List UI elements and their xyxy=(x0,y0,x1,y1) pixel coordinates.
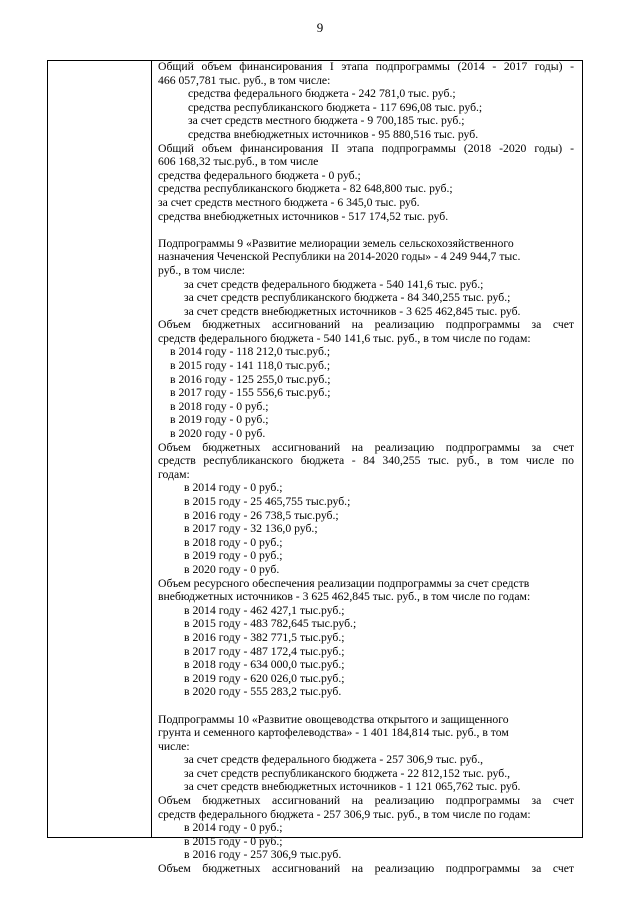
text-line: в 2015 году - 141 118,0 тыс.руб.; xyxy=(170,359,331,373)
text-line: в 2017 году - 32 136,0 руб.; xyxy=(184,522,318,536)
page-number: 9 xyxy=(316,20,324,35)
text-line: Объем бюджетных ассигнований на реализацию подпрограммы за счет xyxy=(158,318,574,332)
text-line: в 2015 году - 483 782,645 тыс.руб.; xyxy=(184,617,357,631)
text-line: средств республиканского бюджета - 84 340,255 тыс. руб., в том числе по xyxy=(158,454,574,468)
text-line: в 2014 году - 0 руб.; xyxy=(184,821,283,835)
text-line: в 2016 году - 125 255,0 тыс.руб.; xyxy=(170,372,331,386)
text-line: за счет средств местного бюджета - 6 345,0 тыс. руб. xyxy=(158,195,420,209)
paragraph-gap xyxy=(158,223,574,237)
text-line: средства федерального бюджета - 242 781,0 тыс. руб.; xyxy=(188,87,456,101)
text-line: в 2016 году - 382 771,5 тыс.руб.; xyxy=(184,630,345,644)
text-line: в 2017 году - 487 172,4 тыс.руб.; xyxy=(184,644,345,658)
text-line: в 2018 году - 634 000,0 тыс.руб.; xyxy=(184,658,345,672)
text-line: Объем бюджетных ассигнований на реализацию подпрограммы за счет xyxy=(158,794,574,808)
text-line: 466 057,781 тыс. руб., в том числе: xyxy=(158,73,331,87)
text-line: за счет средств республиканского бюджета - 84 340,255 тыс. руб.; xyxy=(184,291,511,305)
text-line: руб., в том числе: xyxy=(158,263,246,277)
text-line: назначения Чеченской Республики на 2014-2020 годы» - 4 249 944,7 тыс. xyxy=(158,250,521,264)
text-line: за счет средств федерального бюджета - 540 141,6 тыс. руб.; xyxy=(184,277,484,291)
paragraph-gap xyxy=(158,699,574,713)
text-line: внебюджетных источников - 3 625 462,845 тыс. руб., в том числе по годам: xyxy=(158,590,531,604)
text-line: средства федерального бюджета - 0 руб.; xyxy=(158,168,361,182)
table-cell-content xyxy=(158,60,574,876)
text-line: в 2020 году - 0 руб. xyxy=(184,562,280,576)
text-line: средства внебюджетных источников - 517 174,52 тыс. руб. xyxy=(158,209,449,223)
text-line: за счет средств местного бюджета - 9 700,185 тыс. руб.; xyxy=(188,114,465,128)
text-line: в 2017 году - 155 556,6 тыс.руб.; xyxy=(170,386,331,400)
text-line: средства республиканского бюджета - 82 648,800 тыс. руб.; xyxy=(158,182,453,196)
text-line: в 2014 году - 0 руб.; xyxy=(184,481,283,495)
text-line: в 2015 году - 25 465,755 тыс.руб.; xyxy=(184,495,351,508)
text-line: в 2018 году - 0 руб.; xyxy=(170,399,269,413)
text-line: в 2014 году - 462 427,1 тыс.руб.; xyxy=(184,603,345,617)
text-line: за счет средств федерального бюджета - 257 306,9 тыс. руб., xyxy=(184,753,484,767)
text-line: средства внебюджетных источников - 95 880,516 тыс. руб. xyxy=(188,127,479,141)
text-line: грунта и семенного картофелеводства» - 1 401 184,814 тыс. руб., в том xyxy=(158,726,509,740)
text-line: 606 168,32 тыс.руб., в том числе xyxy=(158,155,319,169)
text-line: в 2019 году - 620 026,0 тыс.руб.; xyxy=(184,671,345,685)
text-line: Объем бюджетных ассигнований на реализацию подпрограммы за счет xyxy=(158,440,574,454)
text-line: в 2019 году - 0 руб.; xyxy=(170,413,269,427)
text-line: Общий объем финансирования II этапа подпрограммы (2018 -2020 годы) - xyxy=(158,141,574,155)
text-line: Подпрограммы 9 «Развитие мелиорации земель сельскохозяйственного xyxy=(158,236,514,250)
text-line: средства республиканского бюджета - 117 696,08 тыс. руб.; xyxy=(188,100,483,114)
text-line: в 2016 году - 257 306,9 тыс.руб. xyxy=(184,848,342,862)
text-line: за счет средств внебюджетных источников - 1 121 065,762 тыс. руб. xyxy=(184,780,521,794)
text-line: Объем бюджетных ассигнований на реализацию подпрограммы за счет xyxy=(158,862,574,876)
text-line: числе: xyxy=(158,739,190,753)
text-line: Объем ресурсного обеспечения реализации подпрограммы за счет средств xyxy=(158,576,530,590)
text-line: в 2019 году - 0 руб.; xyxy=(184,549,283,563)
table-column-divider xyxy=(151,60,152,838)
text-line: в 2020 году - 555 283,2 тыс.руб. xyxy=(184,685,342,699)
text-line: в 2015 году - 0 руб.; xyxy=(184,834,283,848)
text-line: средств федерального бюджета - 540 141,6 тыс. руб., в том числе по годам: xyxy=(158,331,531,345)
text-line: в 2018 году - 0 руб.; xyxy=(184,535,283,549)
text-line: за счет средств республиканского бюджета - 22 812,152 тыс. руб., xyxy=(184,766,511,780)
text-line: Общий объем финансирования I этапа подпрограммы (2014 - 2017 годы) - xyxy=(158,60,574,73)
text-line: в 2014 году - 118 212,0 тыс.руб.; xyxy=(170,345,331,359)
text-line: в 2020 году - 0 руб. xyxy=(170,427,266,441)
text-line: за счет средств внебюджетных источников - 3 625 462,845 тыс. руб. xyxy=(184,304,521,318)
text-line: средств федерального бюджета - 257 306,9 тыс. руб., в том числе по годам: xyxy=(158,807,531,821)
text-line: Подпрограммы 10 «Развитие овощеводства открытого и защищенного xyxy=(158,712,509,726)
text-line: в 2016 году - 26 738,5 тыс.руб.; xyxy=(184,508,339,522)
text-line: годам: xyxy=(158,467,190,481)
